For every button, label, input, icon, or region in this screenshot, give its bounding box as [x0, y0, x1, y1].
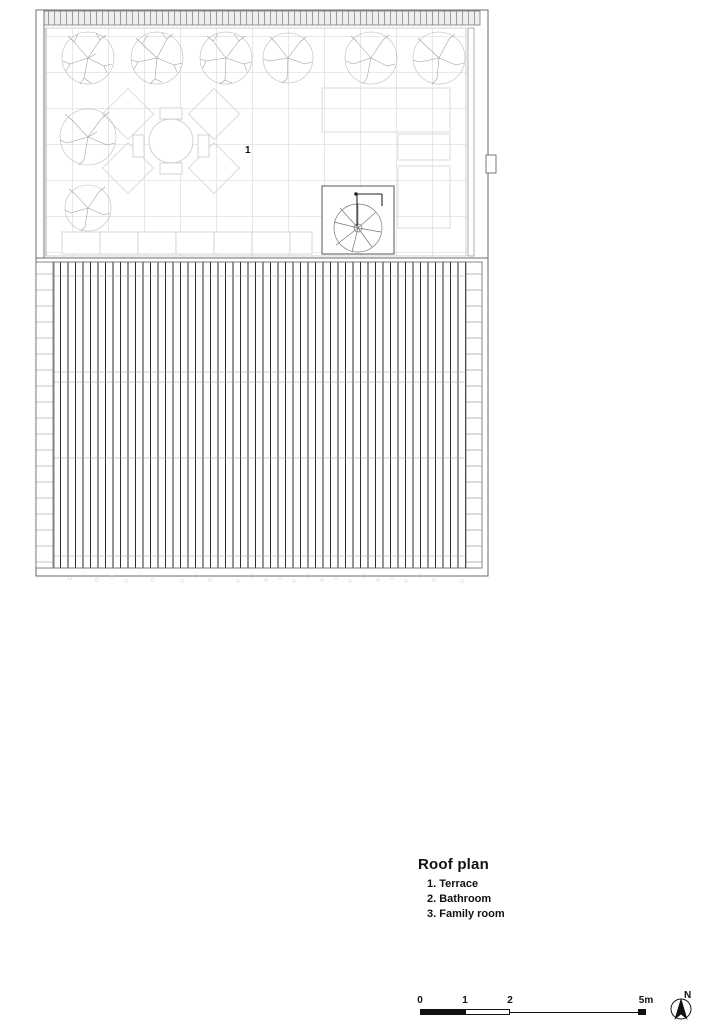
legend-item-family-room: 3. Family room [427, 908, 505, 920]
scale-bar-graphic [420, 1009, 646, 1015]
legend-list [418, 877, 668, 922]
scale-bar [417, 995, 665, 1021]
scale-segment-0-1 [420, 1009, 465, 1015]
spiral-stair [322, 186, 394, 254]
room-label-1: 1 [245, 145, 251, 156]
roof-block [36, 258, 488, 583]
title-block [418, 856, 668, 922]
scale-tick-2: 2 [507, 995, 513, 1006]
scale-tick-0: 0 [417, 995, 423, 1006]
page-title: Roof plan [418, 856, 489, 873]
north-arrow [668, 992, 702, 1022]
scale-tick-5m: 5m [638, 995, 654, 1006]
scale-end-tick [638, 1009, 646, 1015]
scale-segment-1-2 [465, 1009, 510, 1015]
north-label: N [684, 990, 692, 1001]
legend-item-terrace: 1. Terrace [427, 878, 479, 890]
legend-item-bathroom: 2. Bathroom [427, 893, 492, 905]
scale-extension-line [510, 1012, 640, 1013]
scale-tick-labels [417, 995, 665, 1008]
scale-tick-1: 1 [462, 995, 468, 1006]
terrace-plan-block [36, 10, 496, 258]
